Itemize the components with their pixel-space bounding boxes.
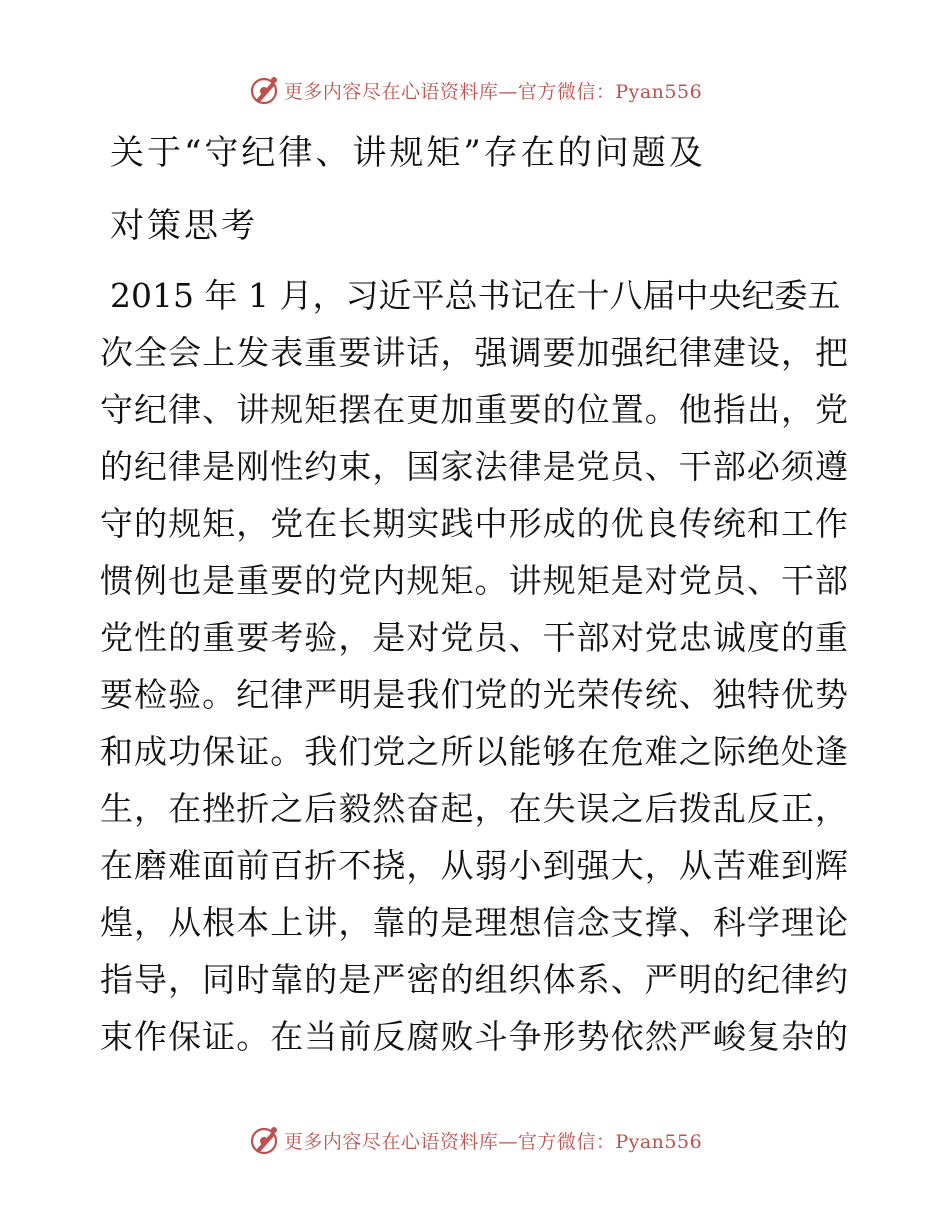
body-text-line: 束作保证。在当前反腐败斗争形势依然严峻复杂的 — [100, 1017, 848, 1056]
pen-nib-circle-icon — [248, 74, 280, 106]
body-text-line: 惯例也是重要的党内规矩。讲规矩是对党员、干部 — [100, 561, 848, 600]
body-text-line: 要检验。纪律严明是我们党的光荣传统、独特优势 — [100, 675, 848, 714]
body-text-line: 在磨难面前百折不挠，从弱小到强大，从苦难到辉 — [100, 846, 848, 885]
document-title-line-2: 对策思考 — [110, 206, 258, 246]
pen-nib-circle-icon — [248, 1124, 280, 1156]
header-banner — [0, 70, 950, 110]
document-title-line-1: 关于“守纪律、讲规矩”存在的问题及 — [110, 133, 706, 173]
banner-text: 更多内容尽在心语资料库—官方微信：Pyan556 — [283, 1130, 703, 1153]
body-text-line: 和成功保证。我们党之所以能够在危难之际绝处逢 — [100, 732, 848, 771]
body-text-line: 次全会上发表重要讲话，强调要加强纪律建设，把 — [100, 333, 848, 372]
body-text-line: 党性的重要考验，是对党员、干部对党忠诚度的重 — [100, 618, 848, 657]
body-text-line: 指导，同时靠的是严密的组织体系、严明的纪律约 — [100, 960, 848, 999]
body-text-line: 守的规矩，党在长期实践中形成的优良传统和工作 — [100, 504, 848, 543]
body-text-line: 的纪律是刚性约束，国家法律是党员、干部必须遵 — [100, 447, 848, 486]
banner-text: 更多内容尽在心语资料库—官方微信：Pyan556 — [283, 80, 703, 103]
body-text-line: 生，在挫折之后毅然奋起，在失误之后拨乱反正， — [100, 789, 848, 828]
body-text-line: 守纪律、讲规矩摆在更加重要的位置。他指出，党 — [100, 390, 848, 429]
footer-banner — [0, 1120, 950, 1160]
body-text-line: 煌，从根本上讲，靠的是理想信念支撑、科学理论 — [100, 903, 848, 942]
body-text-line: 2015 年 1 月，习近平总书记在十八届中央纪委五 — [110, 276, 841, 315]
